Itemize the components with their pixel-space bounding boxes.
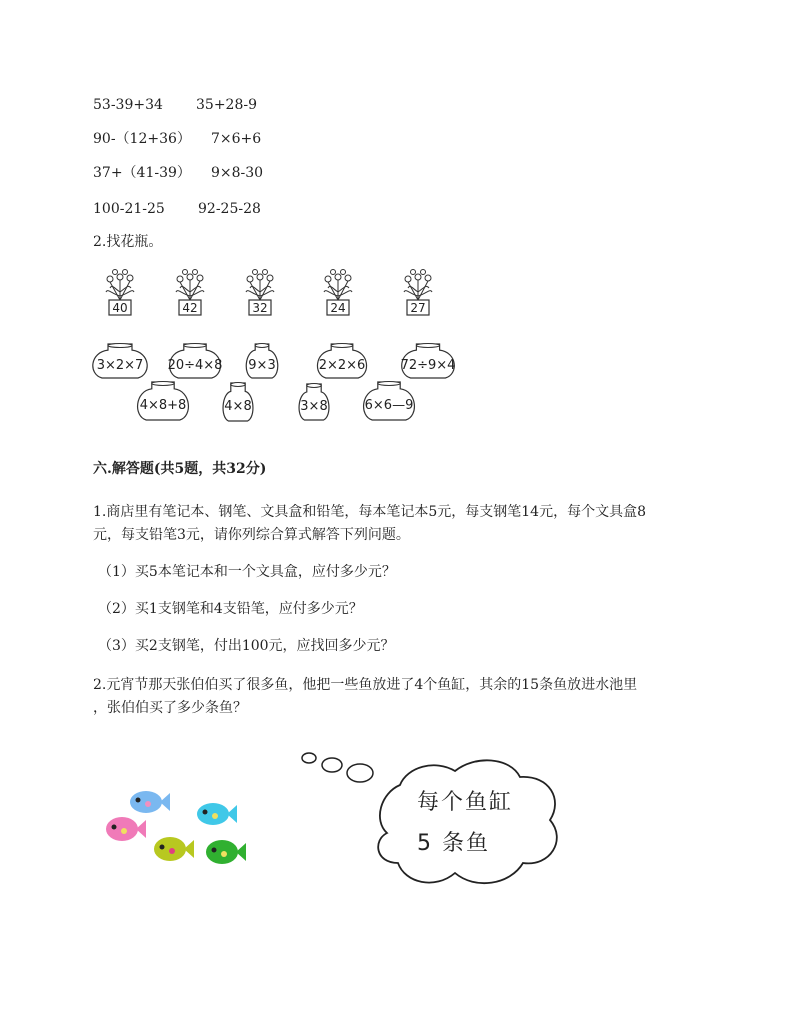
flower-pot-number: 32 bbox=[252, 301, 268, 315]
flower-pot bbox=[316, 266, 360, 318]
expr-4b: 92-25-28 bbox=[198, 201, 261, 217]
vase-expression: 20÷4×8 bbox=[167, 358, 223, 373]
q1-line2: 元，每支铅笔3元，请你列综合算式解答下列问题。 bbox=[93, 527, 410, 543]
bubble-line1: 每个鱼缸 bbox=[417, 790, 514, 815]
flower-pot bbox=[98, 266, 142, 318]
flower-pot-number: 24 bbox=[330, 301, 346, 315]
q1-line1: 1.商店里有笔记本、钢笔、文具盒和铅笔，每本笔记本5元，每支钢笔14元，每个文具盒8 bbox=[93, 504, 646, 520]
vase-expression: 3×2×7 bbox=[96, 358, 144, 373]
flower-pot bbox=[168, 266, 212, 318]
expr-1a: 53-39+34 bbox=[93, 97, 163, 113]
vase-expression: 6×6—9 bbox=[364, 398, 414, 413]
flower-pot-number: 27 bbox=[410, 301, 426, 315]
flower-pot-number: 40 bbox=[112, 301, 128, 315]
find-vase-title: 2.找花瓶。 bbox=[93, 234, 163, 250]
expr-2b: 7×6+6 bbox=[211, 131, 262, 147]
fish-icon bbox=[106, 817, 146, 841]
flower-pot bbox=[238, 266, 282, 318]
expr-1b: 35+28-9 bbox=[196, 97, 257, 113]
q1-sub1: （1）买5本笔记本和一个文具盒，应付多少元？ bbox=[98, 564, 396, 580]
expr-2a: 90-（12+36） bbox=[93, 131, 191, 147]
expr-3b: 9×8-30 bbox=[211, 165, 264, 181]
vase-expression: 4×8 bbox=[224, 399, 252, 414]
q2-line1: 2.元宵节那天张伯伯买了很多鱼，他把一些鱼放进了4个鱼缸，其余的15条鱼放进水池里 bbox=[93, 677, 638, 693]
vase-expression: 4×8+8 bbox=[139, 398, 187, 413]
fish-icon bbox=[154, 837, 194, 861]
bubble-line2: 5 条鱼 bbox=[417, 831, 490, 856]
fish-icon bbox=[206, 840, 246, 864]
flower-pot bbox=[396, 266, 440, 318]
vase-expression: 3×8 bbox=[300, 399, 328, 414]
expr-3a: 37+（41-39） bbox=[93, 165, 191, 181]
q1-sub3: （3）买2支钢笔，付出100元，应找回多少元？ bbox=[98, 638, 395, 654]
vase-expression: 2×2×6 bbox=[318, 358, 366, 373]
thought-bubble bbox=[295, 745, 570, 895]
q2-line2: ，张伯伯买了多少条鱼？ bbox=[93, 700, 247, 716]
flower-pot-number: 42 bbox=[182, 301, 198, 315]
fish-icon bbox=[197, 803, 237, 825]
section-title: 六.解答题(共5题，共32分) bbox=[93, 461, 267, 477]
vase-expression: 9×3 bbox=[248, 358, 276, 373]
expr-4a: 100-21-25 bbox=[93, 201, 165, 217]
vase-expression: 72÷9×4 bbox=[400, 358, 456, 373]
q1-sub2: （2）买1支钢笔和4支铅笔，应付多少元？ bbox=[98, 601, 363, 617]
fish-group-illustration bbox=[100, 780, 260, 880]
fish-icon bbox=[130, 791, 170, 813]
